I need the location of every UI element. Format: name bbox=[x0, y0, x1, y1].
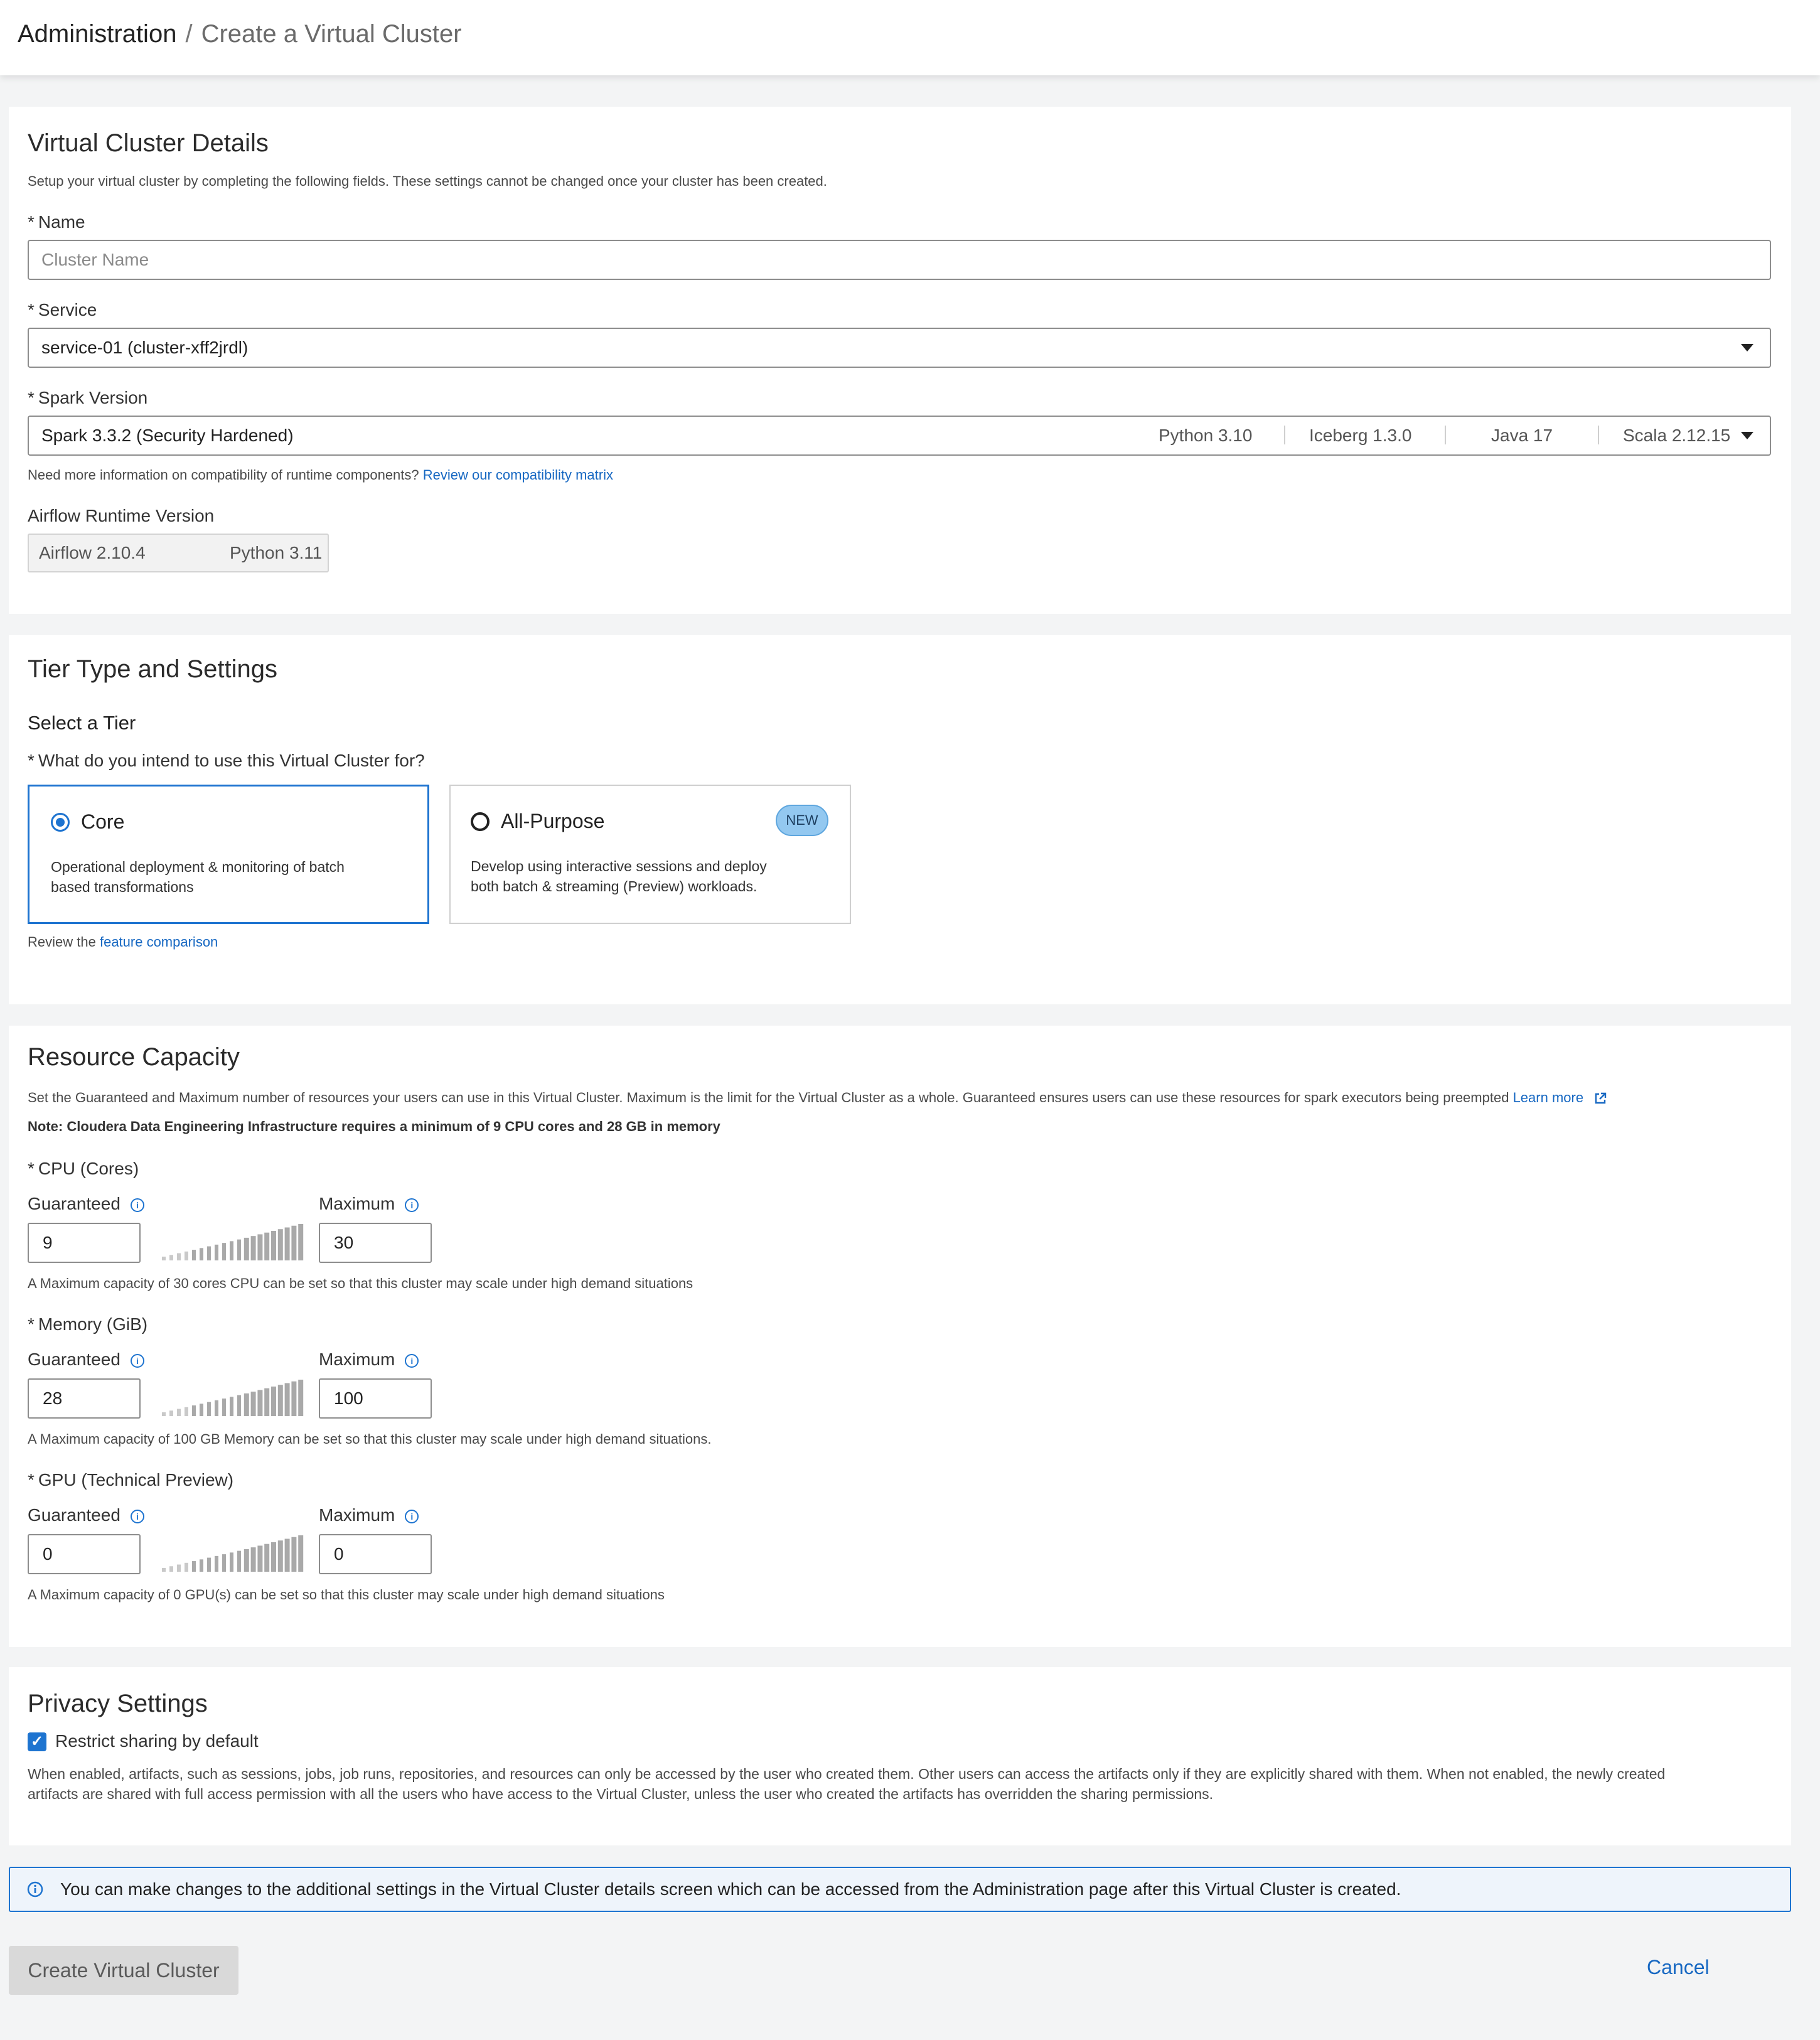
memory-guaranteed-input[interactable]: 28 bbox=[28, 1378, 141, 1419]
airflow-python-version: Python 3.11 bbox=[230, 543, 323, 562]
ramp-bar bbox=[185, 1252, 188, 1260]
ramp-bar bbox=[215, 1400, 218, 1416]
ramp-bar bbox=[271, 1231, 276, 1260]
ramp-bar bbox=[169, 1566, 173, 1572]
spark-version-value: Spark 3.3.2 (Security Hardened) bbox=[41, 426, 294, 445]
ramp-bar bbox=[278, 1540, 283, 1572]
section-title: Tier Type and Settings bbox=[28, 655, 278, 683]
spark-version-label: * Spark Version bbox=[28, 388, 148, 407]
service-label: * Service bbox=[28, 300, 97, 319]
airflow-runtime-version bbox=[28, 534, 329, 572]
ramp-bar bbox=[222, 1243, 226, 1260]
ramp-bar bbox=[177, 1565, 181, 1572]
virtual-cluster-details-section bbox=[9, 107, 1791, 614]
gpu-guaranteed-label: Guaranteed i bbox=[28, 1505, 144, 1525]
ramp-bar bbox=[222, 1554, 226, 1572]
ramp-bar bbox=[291, 1537, 296, 1572]
ramp-bar bbox=[271, 1542, 276, 1572]
ramp-bar bbox=[200, 1559, 203, 1572]
ramp-bar bbox=[298, 1224, 303, 1260]
ramp-bar bbox=[244, 1393, 249, 1416]
compatibility-note: Need more information on compatibility of runtime components? Review our compatibility matrix bbox=[28, 467, 613, 483]
memory-hint: A Maximum capacity of 100 GB Memory can be set so that this cluster may scale under high demand situations. bbox=[28, 1431, 712, 1447]
ramp-bar bbox=[162, 1568, 166, 1572]
spark-python-version: Python 3.10 bbox=[1159, 426, 1253, 445]
new-badge: NEW bbox=[776, 805, 828, 836]
spark-java-version: Java 17 bbox=[1491, 426, 1553, 445]
ramp-bar bbox=[230, 1241, 233, 1260]
ramp-bar bbox=[285, 1383, 290, 1416]
ramp-bar bbox=[162, 1257, 166, 1260]
ramp-bar bbox=[298, 1380, 303, 1416]
info-icon bbox=[26, 1881, 44, 1898]
privacy-settings-section bbox=[9, 1667, 1791, 1845]
ramp-bar bbox=[251, 1547, 256, 1572]
service-select[interactable] bbox=[28, 328, 1771, 368]
ramp-bar bbox=[192, 1250, 196, 1260]
cpu-maximum-input[interactable]: 30 bbox=[319, 1223, 432, 1263]
memory-capacity-ramp bbox=[157, 1378, 320, 1419]
ramp-bar bbox=[222, 1398, 226, 1416]
cancel-button[interactable]: Cancel bbox=[1647, 1956, 1710, 1978]
tier-option-title: All-Purpose bbox=[501, 810, 605, 832]
ramp-bar bbox=[285, 1227, 290, 1260]
name-label: * Name bbox=[28, 212, 85, 232]
ramp-bar bbox=[169, 1410, 173, 1416]
compatibility-matrix-link[interactable]: Review our compatibility matrix bbox=[422, 467, 613, 483]
tier-type-section bbox=[9, 635, 1791, 1004]
ramp-bar bbox=[200, 1248, 203, 1260]
ramp-bar bbox=[162, 1412, 166, 1416]
ramp-bar bbox=[185, 1563, 188, 1572]
core-radio[interactable] bbox=[51, 813, 70, 832]
section-title: Privacy Settings bbox=[28, 1690, 208, 1717]
restrict-sharing-checkbox[interactable]: ✓ bbox=[28, 1732, 46, 1751]
ramp-bar bbox=[192, 1405, 196, 1416]
gpu-maximum-input[interactable]: 0 bbox=[319, 1534, 432, 1574]
ramp-bar bbox=[207, 1247, 211, 1260]
tier-question: * What do you intend to use this Virtual Cluster for? bbox=[28, 751, 425, 770]
all-purpose-radio[interactable] bbox=[471, 812, 490, 831]
external-link-icon bbox=[1593, 1092, 1607, 1105]
ramp-bar bbox=[185, 1407, 188, 1416]
divider bbox=[1598, 426, 1599, 444]
ramp-bar bbox=[237, 1551, 241, 1572]
cpu-guaranteed-label: Guaranteed i bbox=[28, 1194, 144, 1214]
info-icon[interactable]: i bbox=[405, 1198, 419, 1212]
minimum-requirements-note: Note: Cloudera Data Engineering Infrastructure requires a minimum of 9 CPU cores and 28 GB in memory bbox=[28, 1119, 720, 1134]
ramp-bar bbox=[257, 1234, 262, 1260]
info-icon[interactable]: i bbox=[405, 1510, 419, 1523]
spark-scala-version: Scala 2.12.15 bbox=[1623, 426, 1731, 445]
tier-option-title: Core bbox=[81, 810, 125, 833]
ramp-bar bbox=[177, 1409, 181, 1416]
create-virtual-cluster-button[interactable]: Create Virtual Cluster bbox=[9, 1946, 238, 1995]
ramp-bar bbox=[257, 1390, 262, 1416]
memory-label: * Memory (GiB) bbox=[28, 1314, 148, 1334]
ramp-bar bbox=[298, 1535, 303, 1572]
ramp-bar bbox=[200, 1404, 203, 1416]
ramp-bar bbox=[230, 1397, 233, 1416]
ramp-bar bbox=[169, 1255, 173, 1260]
ramp-bar bbox=[251, 1236, 256, 1260]
airflow-version: Airflow 2.10.4 bbox=[39, 543, 146, 562]
divider bbox=[1445, 426, 1446, 444]
info-banner-text: You can make changes to the additional settings in the Virtual Cluster details screen which can be accessed from the Administration page after this Virtual Cluster is created. bbox=[60, 1879, 1401, 1899]
ramp-bar bbox=[230, 1552, 233, 1572]
gpu-hint: A Maximum capacity of 0 GPU(s) can be set so that this cluster may scale under high demand situations bbox=[28, 1587, 665, 1602]
info-icon[interactable]: i bbox=[131, 1510, 144, 1523]
tier-option-description: Operational deployment & monitoring of batch based transformations bbox=[51, 859, 345, 895]
airflow-runtime-label: Airflow Runtime Version bbox=[28, 506, 215, 525]
section-title: Virtual Cluster Details bbox=[28, 129, 269, 157]
ramp-bar bbox=[257, 1545, 262, 1572]
cpu-capacity-ramp bbox=[157, 1223, 320, 1263]
feature-comparison-link[interactable]: feature comparison bbox=[99, 934, 218, 950]
ramp-bar bbox=[264, 1233, 269, 1260]
gpu-label: * GPU (Technical Preview) bbox=[28, 1470, 234, 1490]
ramp-bar bbox=[207, 1402, 211, 1416]
ramp-bar bbox=[244, 1238, 249, 1260]
info-banner bbox=[9, 1867, 1791, 1912]
spark-version-select[interactable] bbox=[28, 416, 1771, 456]
ramp-bar bbox=[237, 1395, 241, 1416]
ramp-bar bbox=[278, 1385, 283, 1416]
privacy-description: When enabled, artifacts, such as sessions, jobs, job runs, repositories, and resources can only be accessed by the user who created them. Other users can access the artifacts only if they are explicitly shared with them. When not enabled, the newly created artifacts are shared with full access permission with all the users who have access to the Virtual Cluster, unless the user who created the artifacts has overridden the sharing permissions. bbox=[28, 1766, 1666, 1802]
learn-more-link[interactable]: Learn more bbox=[1513, 1090, 1608, 1105]
chevron-down-icon bbox=[1741, 344, 1753, 352]
ramp-bar bbox=[192, 1561, 196, 1572]
ramp-bar bbox=[291, 1382, 296, 1416]
divider bbox=[1284, 426, 1285, 444]
gpu-maximum-label: Maximum i bbox=[319, 1505, 419, 1525]
ramp-bar bbox=[285, 1538, 290, 1572]
ramp-bar bbox=[244, 1549, 249, 1572]
memory-maximum-label: Maximum i bbox=[319, 1350, 419, 1370]
breadcrumb bbox=[18, 19, 462, 49]
tier-subtitle: Select a Tier bbox=[28, 712, 136, 734]
resource-description: Set the Guaranteed and Maximum number of resources your users can use in this Virtual Cluster. Maximum is the limit for the Virtual Cluster as a whole. Guaranteed ensures users can use these resources for spark executors being preempted Learn more bbox=[28, 1090, 1607, 1106]
breadcrumb-administration[interactable]: Administration bbox=[18, 20, 177, 48]
ramp-bar bbox=[278, 1229, 283, 1260]
chevron-down-icon bbox=[1741, 432, 1753, 439]
cpu-guaranteed-input[interactable]: 9 bbox=[28, 1223, 141, 1263]
info-icon[interactable]: i bbox=[405, 1354, 419, 1368]
ramp-bar bbox=[264, 1388, 269, 1416]
ramp-bar bbox=[264, 1544, 269, 1572]
ramp-bar bbox=[177, 1254, 181, 1260]
tier-option-core[interactable] bbox=[28, 785, 429, 924]
ramp-bar bbox=[291, 1226, 296, 1260]
feature-comparison-note: Review the feature comparison bbox=[28, 934, 218, 950]
cluster-name-placeholder: Cluster Name bbox=[41, 250, 149, 269]
memory-maximum-input[interactable]: 100 bbox=[319, 1378, 432, 1419]
cpu-maximum-label: Maximum i bbox=[319, 1194, 419, 1214]
breadcrumb-current: Create a Virtual Cluster bbox=[201, 20, 462, 48]
service-value: service-01 (cluster-xff2jrdl) bbox=[41, 338, 249, 357]
cpu-hint: A Maximum capacity of 30 cores CPU can be set so that this cluster may scale under high demand situations bbox=[28, 1275, 693, 1291]
section-description: Setup your virtual cluster by completing the following fields. These settings cannot be changed once your cluster has been created. bbox=[28, 173, 827, 189]
section-title: Resource Capacity bbox=[28, 1043, 240, 1071]
tier-option-all-purpose[interactable] bbox=[449, 785, 851, 924]
restrict-sharing-label: Restrict sharing by default bbox=[55, 1731, 259, 1751]
cluster-name-input[interactable] bbox=[28, 240, 1771, 280]
gpu-guaranteed-input[interactable]: 0 bbox=[28, 1534, 141, 1574]
memory-guaranteed-label: Guaranteed i bbox=[28, 1350, 144, 1370]
ramp-bar bbox=[271, 1387, 276, 1416]
tier-option-description: Develop using interactive sessions and deploy both batch & streaming (Preview) workloads. bbox=[471, 858, 767, 894]
spark-iceberg-version: Iceberg 1.3.0 bbox=[1309, 426, 1412, 445]
ramp-bar bbox=[215, 1556, 218, 1572]
ramp-bar bbox=[251, 1392, 256, 1416]
ramp-bar bbox=[207, 1558, 211, 1572]
gpu-capacity-ramp bbox=[157, 1534, 320, 1574]
breadcrumb-separator: / bbox=[185, 20, 193, 48]
info-icon[interactable]: i bbox=[131, 1354, 144, 1368]
ramp-bar bbox=[237, 1240, 241, 1260]
resource-capacity-section bbox=[9, 1026, 1791, 1647]
info-icon[interactable]: i bbox=[131, 1198, 144, 1212]
ramp-bar bbox=[215, 1245, 218, 1260]
cpu-label: * CPU (Cores) bbox=[28, 1159, 139, 1178]
page-header bbox=[0, 0, 1820, 75]
